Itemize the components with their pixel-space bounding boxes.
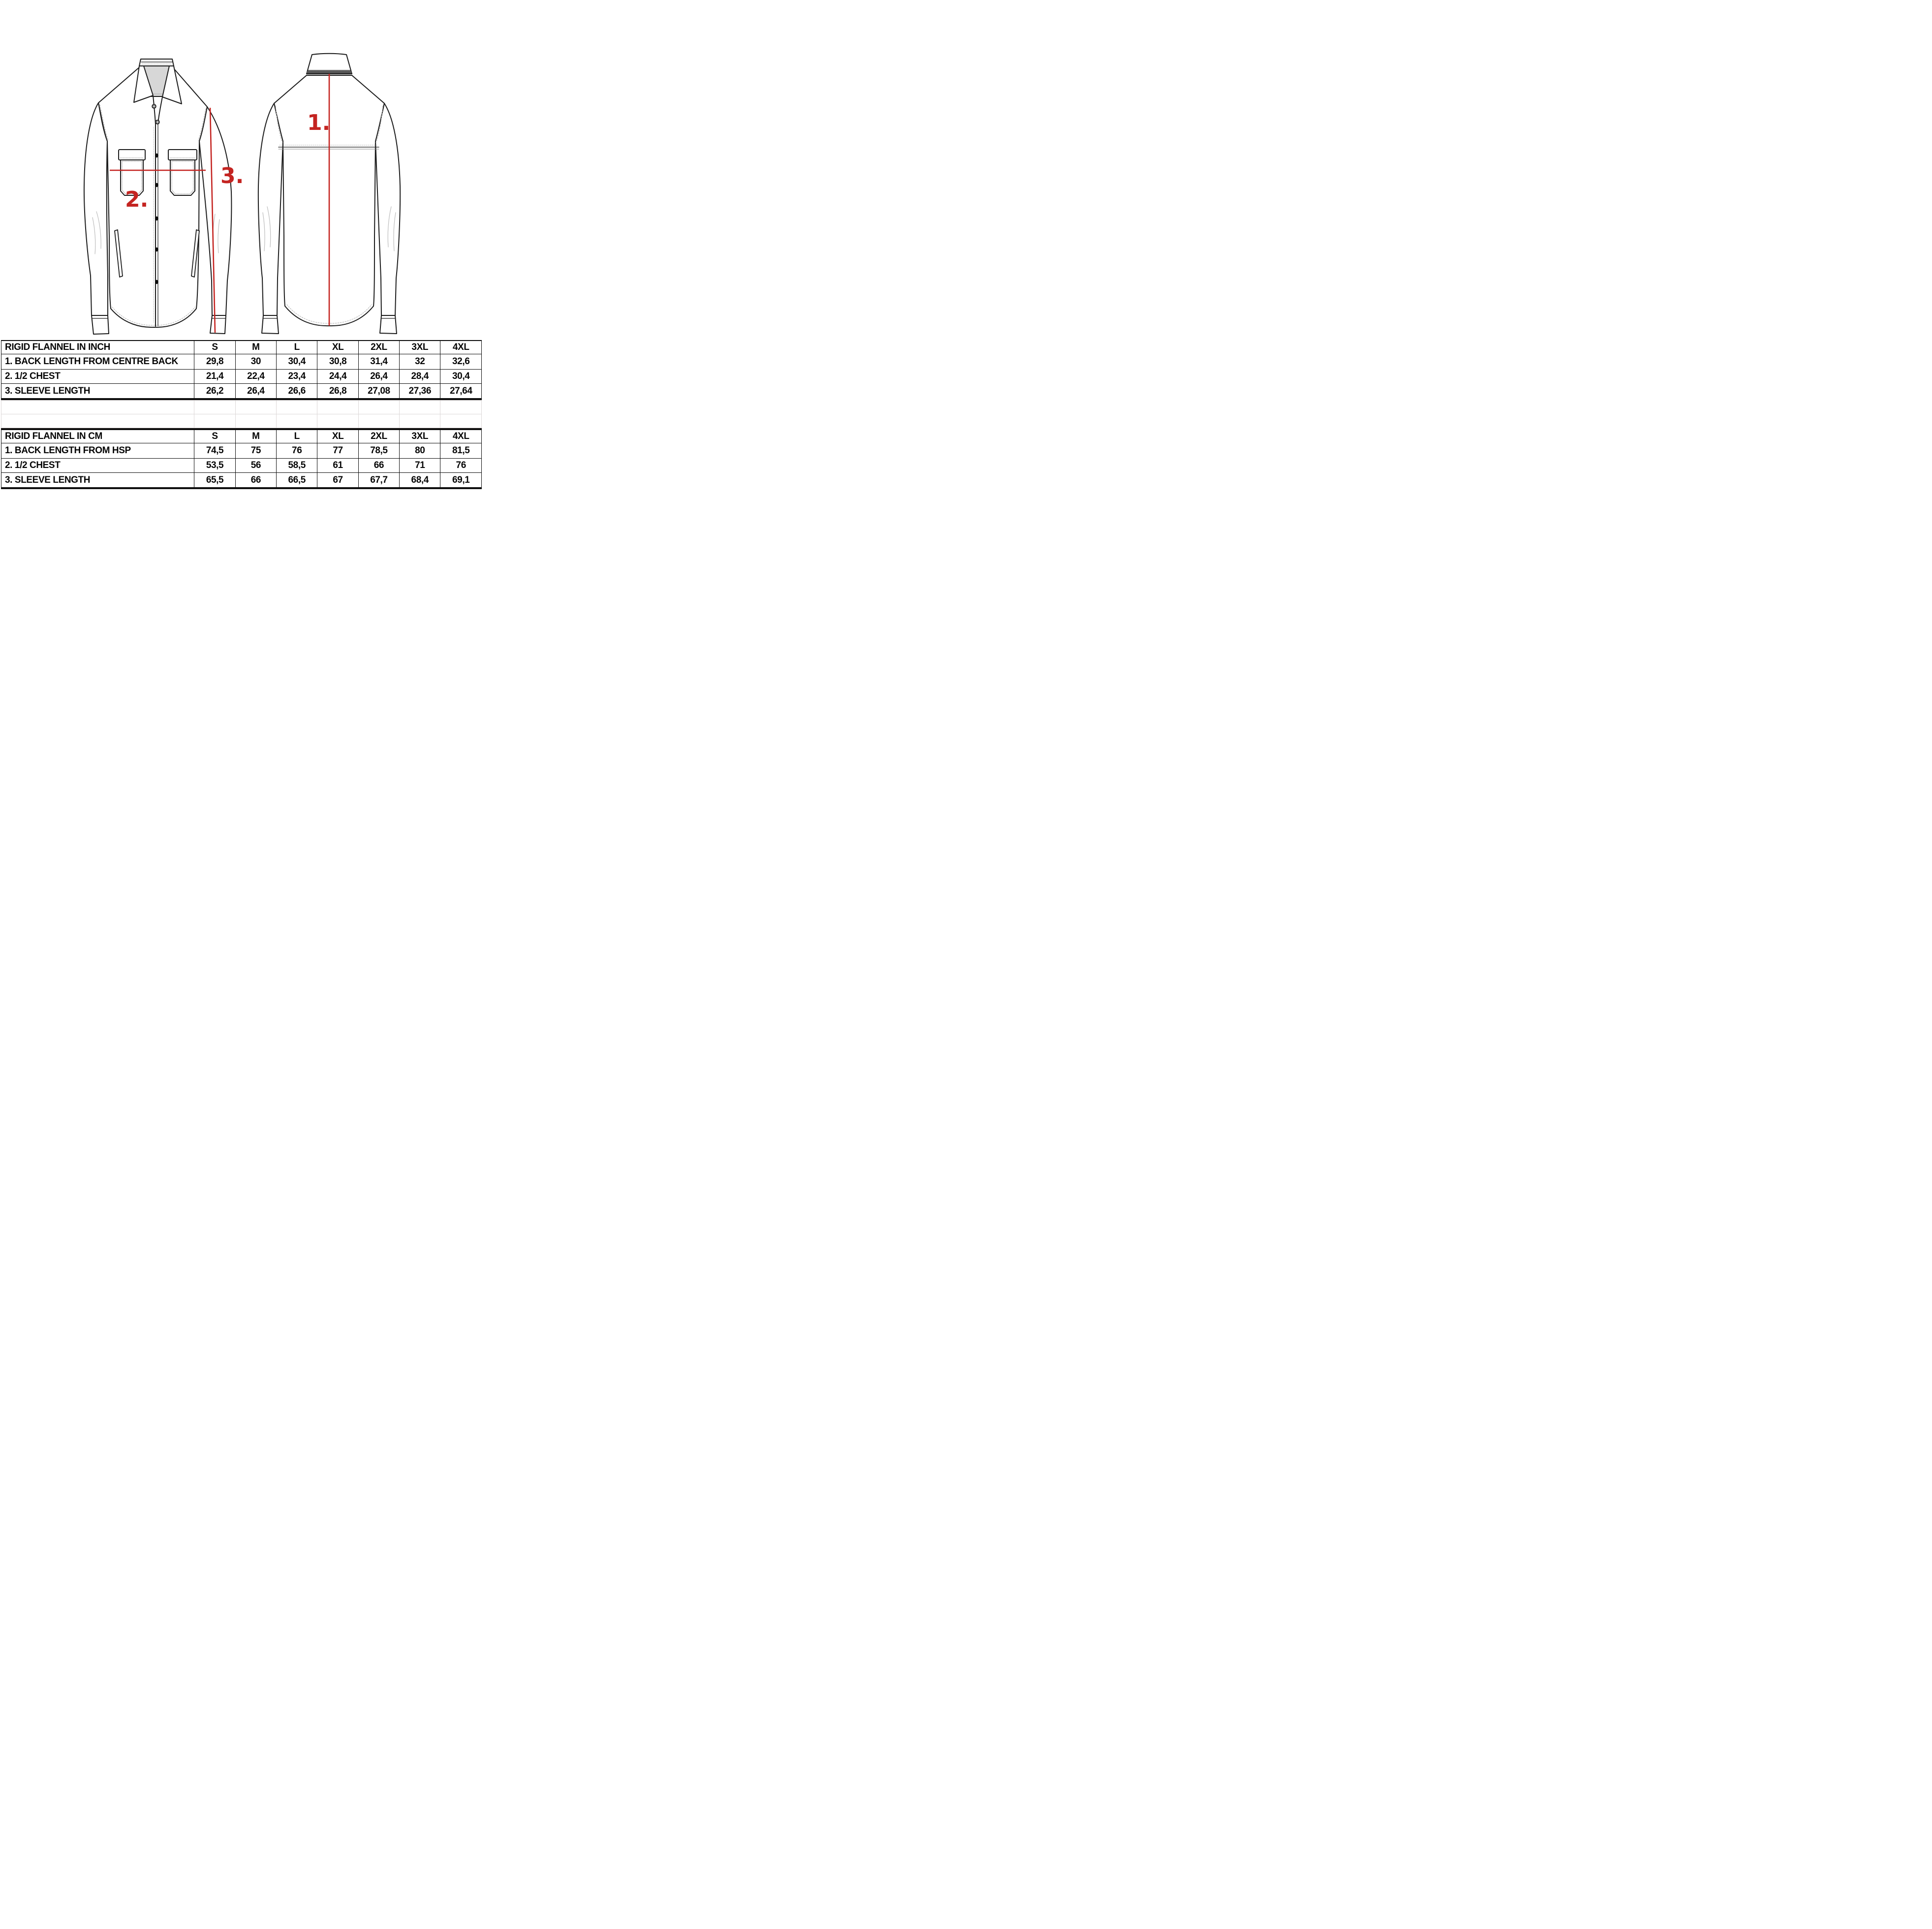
cell-value: 75 <box>235 443 276 459</box>
cell-value: 27,08 <box>358 384 399 400</box>
size-header-s: S <box>194 429 235 443</box>
cell-value: 26,8 <box>317 384 358 400</box>
cell-value: 65,5 <box>194 473 235 489</box>
cell-value: 66,5 <box>277 473 317 489</box>
spacer-row <box>1 414 482 428</box>
cell-value: 30,4 <box>440 370 482 384</box>
size-table-cm <box>1 428 482 489</box>
cell-value: 31,4 <box>358 354 399 370</box>
table-title-cm: RIGID FLANNEL IN CM <box>1 429 194 443</box>
size-header-m: M <box>235 341 276 354</box>
cell-value: 27,36 <box>400 384 440 400</box>
right-chest-pocket <box>168 150 197 195</box>
cell-value: 74,5 <box>194 443 235 459</box>
cell-value: 58,5 <box>277 459 317 473</box>
size-header-2xl: 2XL <box>358 429 399 443</box>
cell-value: 69,1 <box>440 473 482 489</box>
table-title-inch: RIGID FLANNEL IN INCH <box>1 341 194 354</box>
cell-value: 23,4 <box>277 370 317 384</box>
size-header-l: L <box>277 429 317 443</box>
cell-value: 26,2 <box>194 384 235 400</box>
cell-value: 28,4 <box>400 370 440 384</box>
cell-value: 26,6 <box>277 384 317 400</box>
cell-value: 30 <box>235 354 276 370</box>
cell-value: 66 <box>235 473 276 489</box>
collar-band <box>139 59 174 66</box>
cell-value: 81,5 <box>440 443 482 459</box>
cell-value: 71 <box>400 459 440 473</box>
spacer-row <box>1 401 482 414</box>
size-header-4xl: 4XL <box>440 429 482 443</box>
size-header-m: M <box>235 429 276 443</box>
cell-value: 22,4 <box>235 370 276 384</box>
back-right-sleeve <box>375 103 400 315</box>
cell-value: 67 <box>317 473 358 489</box>
cell-value: 29,8 <box>194 354 235 370</box>
cell-value: 53,5 <box>194 459 235 473</box>
cell-value: 26,4 <box>358 370 399 384</box>
table-row-back-length <box>1 443 482 459</box>
back-collar <box>307 54 352 74</box>
row-label: 1. BACK LENGTH FROM HSP <box>1 443 194 459</box>
collar-button <box>156 120 159 124</box>
table-row-back-length <box>1 354 482 370</box>
measurement-label-3: 3. <box>220 163 244 188</box>
front-left-sleeve <box>84 103 108 315</box>
row-label: 2. 1/2 CHEST <box>1 370 194 384</box>
cell-value: 24,4 <box>317 370 358 384</box>
cell-value: 76 <box>277 443 317 459</box>
table-row-sleeve-length <box>1 473 482 489</box>
size-header-3xl: 3XL <box>400 341 440 354</box>
cell-value: 26,4 <box>235 384 276 400</box>
row-label: 3. SLEEVE LENGTH <box>1 473 194 489</box>
cell-value: 21,4 <box>194 370 235 384</box>
cell-value: 68,4 <box>400 473 440 489</box>
table-header-row <box>1 429 482 443</box>
table-row-half-chest <box>1 370 482 384</box>
cell-value: 76 <box>440 459 482 473</box>
cell-value: 80 <box>400 443 440 459</box>
size-guide-sheet <box>0 0 483 485</box>
size-header-4xl: 4XL <box>440 341 482 354</box>
row-label: 2. 1/2 CHEST <box>1 459 194 473</box>
measurement-label-1: 1. <box>307 110 331 135</box>
cell-value: 56 <box>235 459 276 473</box>
cell-value: 78,5 <box>358 443 399 459</box>
back-left-sleeve <box>258 103 283 315</box>
cell-value: 61 <box>317 459 358 473</box>
cell-value: 30,8 <box>317 354 358 370</box>
table-spacer-grid <box>1 400 482 428</box>
cell-value: 67,7 <box>358 473 399 489</box>
size-header-xl: XL <box>317 429 358 443</box>
collar-button <box>152 104 156 108</box>
size-header-xl: XL <box>317 341 358 354</box>
cell-value: 77 <box>317 443 358 459</box>
cell-value: 66 <box>358 459 399 473</box>
cell-value: 27,64 <box>440 384 482 400</box>
size-header-s: S <box>194 341 235 354</box>
garment-technical-drawing <box>0 0 483 340</box>
cell-value: 30,4 <box>277 354 317 370</box>
size-tables-section <box>1 340 482 489</box>
size-header-2xl: 2XL <box>358 341 399 354</box>
size-header-3xl: 3XL <box>400 429 440 443</box>
size-header-l: L <box>277 341 317 354</box>
row-label: 3. SLEEVE LENGTH <box>1 384 194 400</box>
cell-value: 32,6 <box>440 354 482 370</box>
front-view-drawing <box>84 59 231 334</box>
front-right-sleeve <box>199 107 231 315</box>
table-row-sleeve-length <box>1 384 482 400</box>
size-table-inch <box>1 340 482 400</box>
table-header-row <box>1 341 482 354</box>
table-row-half-chest <box>1 459 482 473</box>
measurement-label-2: 2. <box>125 187 149 212</box>
cell-value: 32 <box>400 354 440 370</box>
row-label: 1. BACK LENGTH FROM CENTRE BACK <box>1 354 194 370</box>
